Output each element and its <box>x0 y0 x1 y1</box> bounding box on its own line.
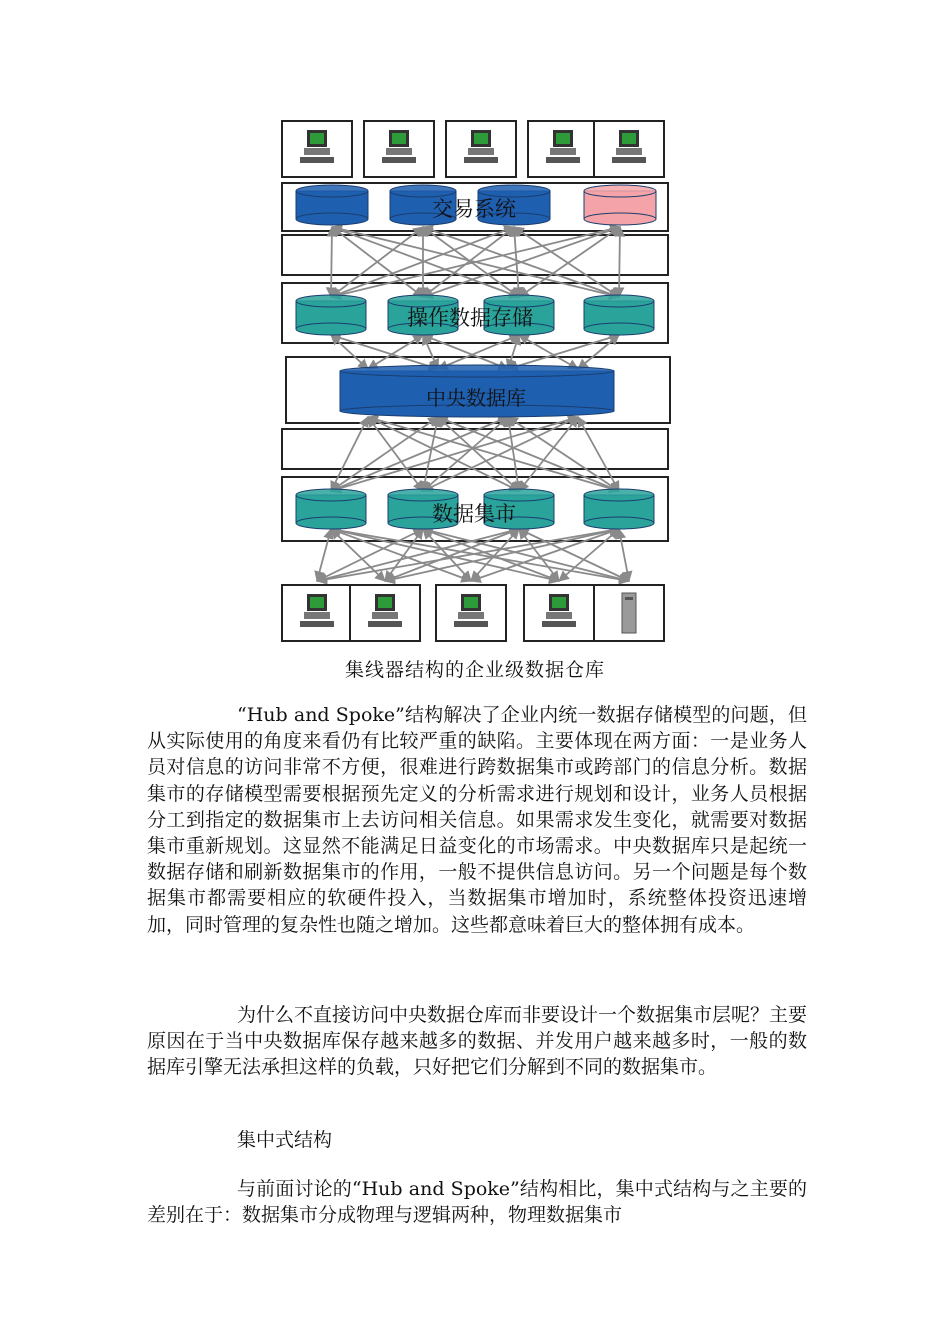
bottom-workstation-icon-4 <box>524 585 594 641</box>
bottom-workstation-icon-1 <box>282 585 352 641</box>
hub-spoke-diagram <box>278 115 676 653</box>
top-workstation-icon-5 <box>594 121 664 177</box>
top-workstation-icon-1 <box>282 121 352 177</box>
transaction-db-icon-4 <box>584 185 656 225</box>
figure-caption: 集线器结构的企业级数据仓库 <box>344 659 605 681</box>
data-marts-label: 数据集市 <box>432 502 516 526</box>
transaction-db-icon-1 <box>296 185 368 225</box>
arrow-16 <box>619 227 620 297</box>
bottom-workstation-icon-2 <box>350 585 420 641</box>
central-database-label: 中央数据库 <box>426 386 526 410</box>
bottom-workstation-icon-3 <box>436 585 506 641</box>
data-mart-db-icon-4 <box>584 489 654 529</box>
paragraph-why-data-mart-layer: 为什么不直接访问中央数据仓库而非要设计一个数据集市层呢？主要原因在于当中央数据库保存越来越多的数据、并发用户越来越多时，一般的数据库引擎无法承担这样的负载，只好把它们分解到不同的数据集市。 <box>147 1004 808 1079</box>
server-tower-icon <box>594 585 664 641</box>
data-mart-db-icon-1 <box>296 489 366 529</box>
diagram-svg <box>278 115 676 653</box>
top-workstation-icon-3 <box>446 121 516 177</box>
ods-db-icon-4 <box>584 295 654 335</box>
section-heading-centralized: 集中式结构 <box>237 1129 333 1151</box>
paragraph-hub-spoke-drawbacks: “Hub and Spoke”结构解决了企业内统一数据存储模型的问题，但从实际使用的角度来看仍有比较严重的缺陷。主要体现在两方面：一是业务人员对信息的访问非常不方便，很难进行跨数据集市或跨部门的信息分析。数据集市的存储模型需要根据预先定义的分析需求进行规划和设计，业务人员根据分工到指定的数据集市上去访问相关信息。如果需求发生变化，就需要对数据集市重新规划。这显然不能满足日益变化的市场需求。中央数据库只是起统一数据存储和刷新数据集市的作用，一般不提供信息访问。另一个问题是每个数据集市都需要相应的软硬件投入，当数据集市增加时，系统整体投资迅速增加，同时管理的复杂性也随之增加。这些都意味着巨大的整体拥有成本。 <box>147 704 807 936</box>
ods-db-icon-1 <box>296 295 366 335</box>
paragraph-centralized-comparison: 与前面讨论的“Hub and Spoke”结构相比，集中式结构与之主要的差别在于：数据集市分成物理与逻辑两种，物理数据集市 <box>147 1178 807 1227</box>
ods-label: 操作数据存储 <box>407 306 533 330</box>
arrow-1 <box>331 227 332 297</box>
top-workstation-icon-4 <box>528 121 598 177</box>
transaction-system-label: 交易系统 <box>432 197 516 221</box>
top-workstation-icon-2 <box>364 121 434 177</box>
